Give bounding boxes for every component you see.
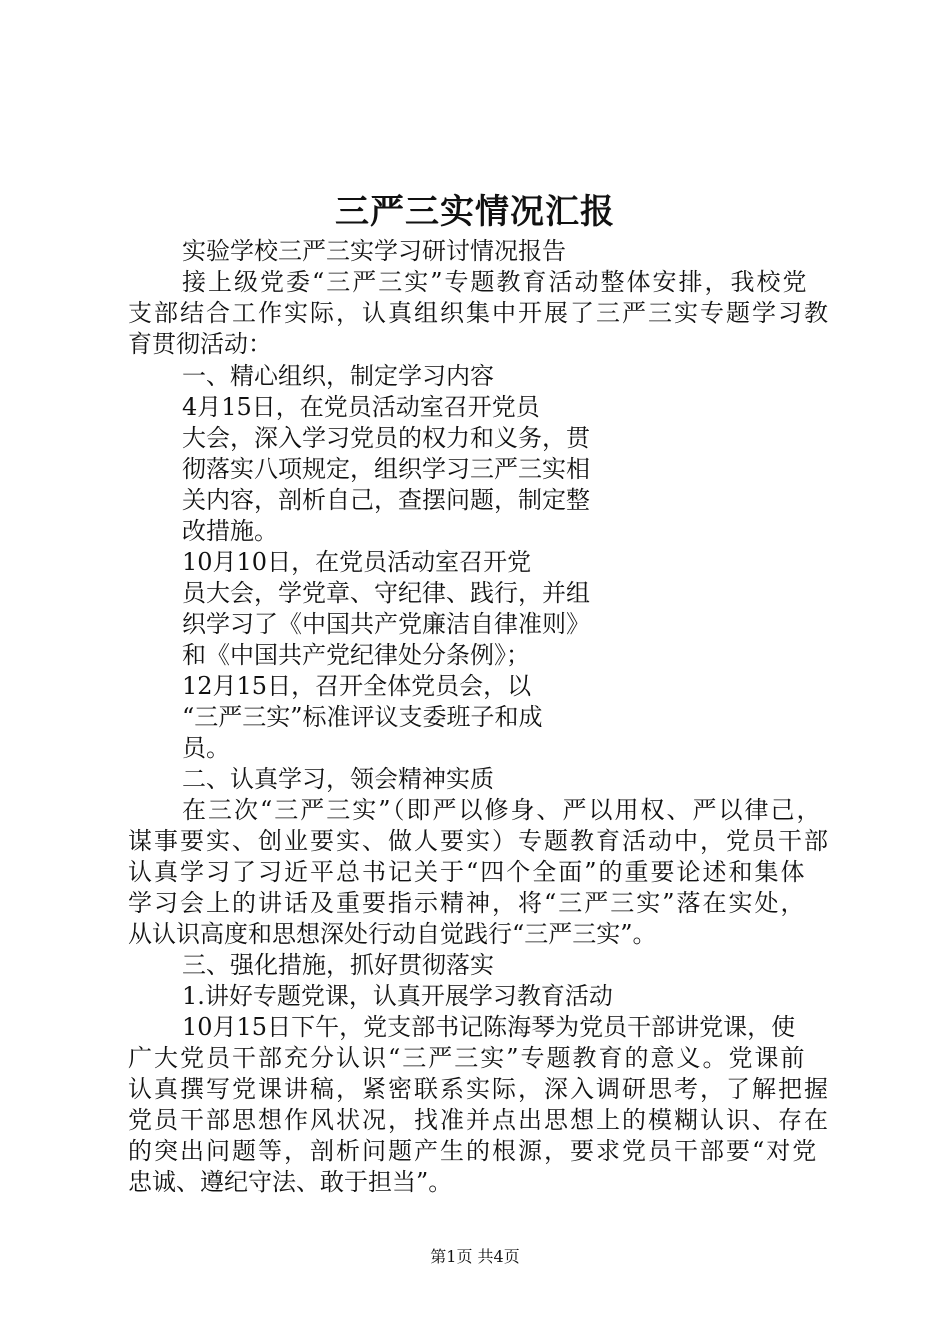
body-line: 和《中国共产党纪律处分条例》； <box>182 641 530 669</box>
body-line: 忠诚、遵纪守法、敢于担当”。 <box>128 1168 453 1196</box>
section-heading: 二、认真学习，领会精神实质 <box>182 765 494 793</box>
body-line: 改措施。 <box>182 517 278 545</box>
body-line: 在三次“三严三实”（即严以修身、严以用权、严以律己， <box>182 796 823 824</box>
body-line: 党员干部思想作风状况，找准并点出思想上的模糊认识、存在 <box>128 1106 830 1134</box>
body-line: 广大党员干部充分认识“三严三实”专题教育的意义。党课前 <box>128 1044 807 1072</box>
body-line: 认真学习了习近平总书记关于“四个全面”的重要论述和集体 <box>128 858 807 886</box>
section-heading: 三、强化措施，抓好贯彻落实 <box>182 951 494 979</box>
body-line: 的突出问题等，剖析问题产生的根源，要求党员干部要“对党 <box>128 1137 819 1165</box>
document-title: 三严三实情况汇报 <box>335 192 615 232</box>
body-line: 支部结合工作实际，认真组织集中开展了三严三实专题学习教 <box>128 299 830 327</box>
body-line: 员大会，学党章、守纪律、践行，并组 <box>182 579 590 607</box>
body-line: 织学习了《中国共产党廉洁自律准则》 <box>182 610 590 638</box>
body-line: 4月15日，在党员活动室召开党员 <box>182 393 540 421</box>
body-line: 大会，深入学习党员的权力和义务，贯 <box>182 424 590 452</box>
body-line: 实验学校三严三实学习研讨情况报告 <box>182 237 566 265</box>
subsection-heading: 1.讲好专题党课，认真开展学习教育活动 <box>182 982 613 1010</box>
body-line: 关内容，剖析自己，查摆问题，制定整 <box>182 486 590 514</box>
body-line: 12月15日，召开全体党员会，以 <box>182 672 532 700</box>
body-line: “三严三实”标准评议支委班子和成 <box>182 703 543 731</box>
body-line: 接上级党委“三严三实”专题教育活动整体安排，我校党 <box>182 268 809 296</box>
body-line: 员。 <box>182 734 230 762</box>
section-heading: 一、精心组织，制定学习内容 <box>182 362 494 390</box>
body-line: 10月10日，在党员活动室召开党 <box>182 548 532 576</box>
body-line: 育贯彻活动： <box>128 330 272 358</box>
body-line: 彻落实八项规定，组织学习三严三实相 <box>182 455 590 483</box>
page-footer: 第1页 共4页 <box>430 1247 520 1266</box>
body-line: 10月15日下午，党支部书记陈海琴为党员干部讲党课，使 <box>182 1013 796 1041</box>
body-line: 学习会上的讲话及重要指示精神，将“三严三实”落在实处， <box>128 889 807 917</box>
body-line: 从认识高度和思想深处行动自觉践行“三严三实”。 <box>128 920 657 948</box>
body-line: 认真撰写党课讲稿，紧密联系实际，深入调研思考，了解把握 <box>128 1075 830 1103</box>
body-line: 谋事要实、创业要实、做人要实）专题教育活动中，党员干部 <box>128 827 830 855</box>
